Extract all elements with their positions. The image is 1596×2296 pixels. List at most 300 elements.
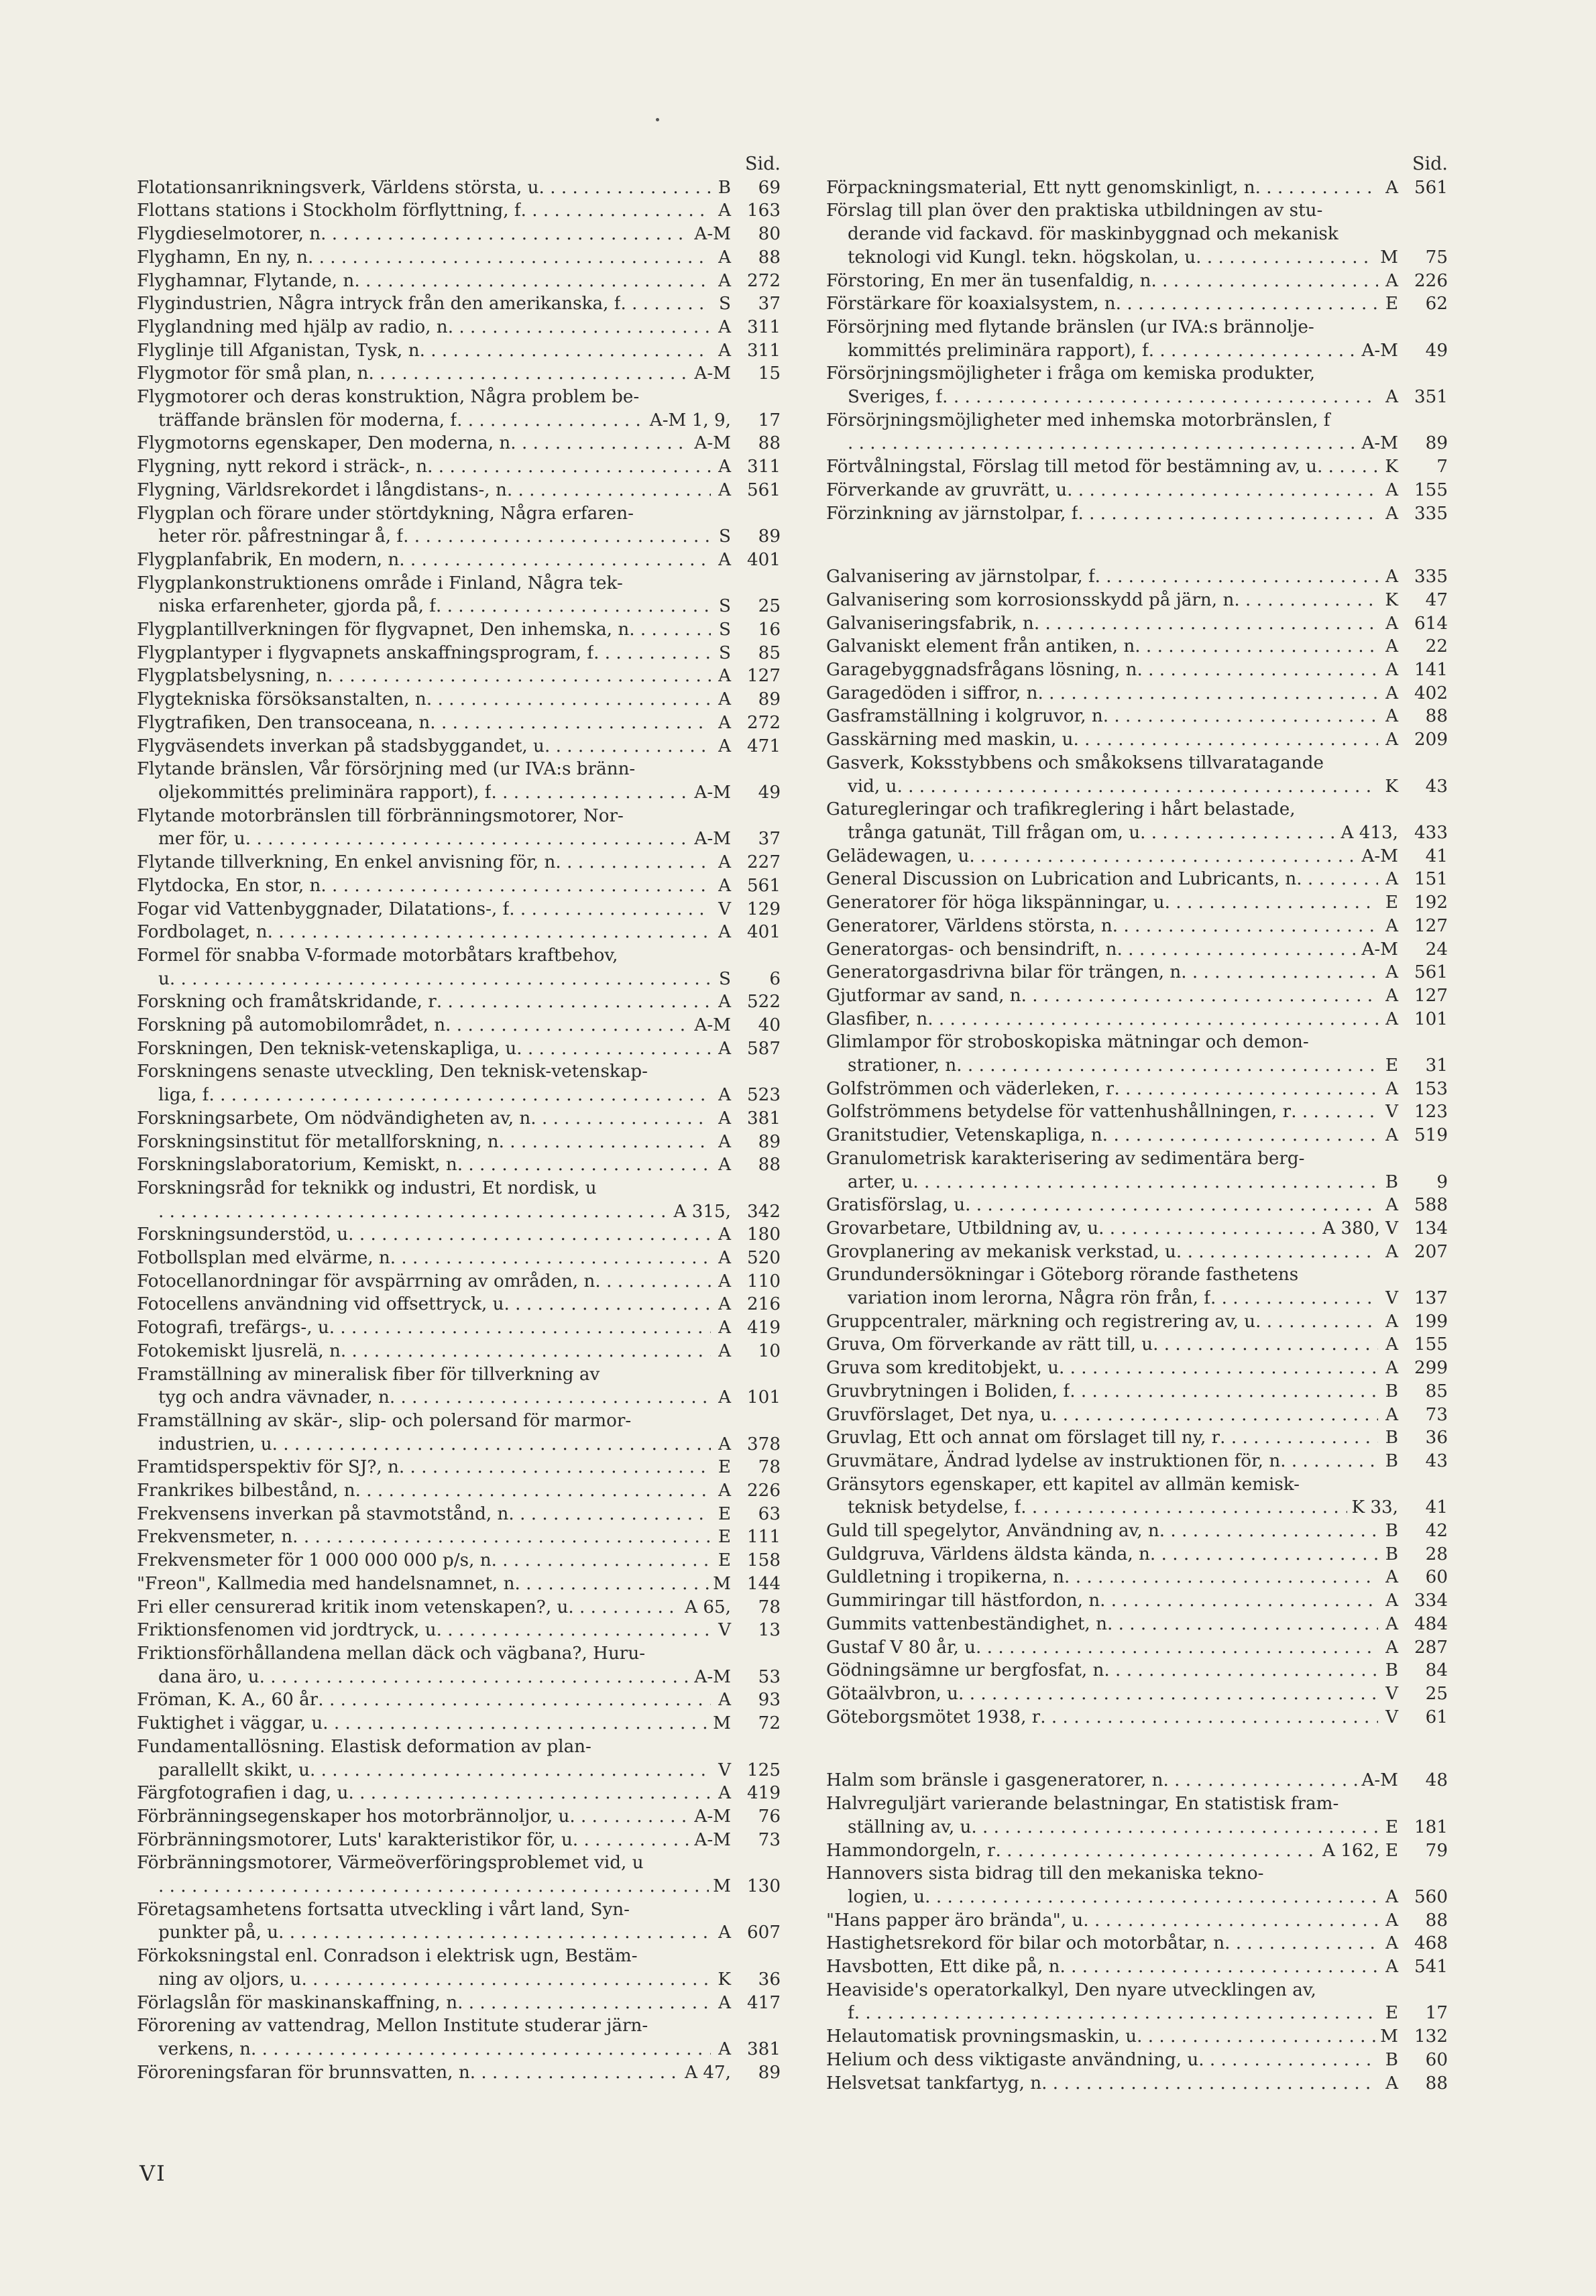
entry-line	[137, 1596, 781, 1619]
entry-title: Förbränningsegenskaper hos motorbrännoljor, u	[137, 1806, 570, 1827]
page-ref: 31	[1425, 1055, 1448, 1076]
leader-dots	[514, 1572, 709, 1596]
entry-title: industrien, u	[158, 1434, 272, 1454]
page-ref: 158	[747, 1550, 781, 1571]
index-entry	[826, 1194, 1448, 1217]
leader-dots	[1113, 915, 1378, 938]
entry-reference	[1378, 1636, 1448, 1660]
index-entry	[137, 339, 781, 363]
entry-line	[137, 1688, 781, 1712]
journal-code: B	[1385, 1450, 1398, 1471]
entry-reference	[711, 735, 781, 758]
entry-title: ställning av, u	[848, 1817, 972, 1837]
entry-line	[826, 915, 1448, 938]
entry-title-line: Företagsamhetens fortsatta utveckling i vårt land, Syn-	[137, 1899, 630, 1920]
page-ref: 88	[758, 247, 781, 268]
journal-code: V	[718, 1620, 731, 1641]
page-ref: 272	[747, 712, 781, 733]
entry-title-line: Hannovers sista bidrag till den mekaniska tekno-	[826, 1863, 1264, 1884]
entry-reference	[690, 1666, 781, 1689]
leader-dots	[1163, 1769, 1357, 1792]
journal-code: A	[1385, 1404, 1398, 1425]
journal-code: A	[718, 1131, 731, 1152]
entry-title: Flygdieselmotorer, n	[137, 224, 321, 245]
page-ref: 69	[758, 177, 781, 198]
journal-code: A	[1385, 387, 1398, 408]
entry-reference	[1378, 1380, 1448, 1403]
index-entry	[826, 1932, 1448, 1955]
leader-dots	[1220, 1426, 1378, 1450]
entry-title: Flottans stations i Stockholm förflyttning, f	[137, 200, 521, 221]
page-ref: 84	[1425, 1660, 1448, 1681]
journal-code: A 380, V	[1322, 1218, 1398, 1239]
leader-dots	[1135, 635, 1378, 658]
leader-dots	[913, 1171, 1378, 1194]
entry-line	[137, 642, 781, 665]
entry-title: Gruvbrytningen i Boliden, f	[826, 1381, 1070, 1401]
entry-title: Forskningsunderstöd, u	[137, 1224, 349, 1245]
journal-code: A	[1385, 1567, 1398, 1588]
entry-reference	[1378, 589, 1448, 612]
entry-line	[826, 1357, 1448, 1380]
journal-code: A	[1385, 613, 1398, 634]
journal-code: A	[718, 1108, 731, 1129]
journal-code: S	[719, 294, 731, 314]
entry-line	[137, 1782, 781, 1805]
leader-dots	[1060, 1955, 1378, 1979]
leader-dots	[1040, 1706, 1378, 1729]
leader-dots	[321, 874, 711, 898]
entry-title: Gruva, Om förverkande av rätt till, u	[826, 1334, 1153, 1355]
entry-reference	[1378, 1008, 1448, 1031]
entry-reference	[1318, 1839, 1448, 1863]
index-entry	[826, 1979, 1448, 2025]
index-entry	[826, 1659, 1448, 1682]
entry-reference	[711, 990, 781, 1014]
entry-title: Flygmotor för små plan, n	[137, 363, 369, 384]
page-ref: 192	[1414, 893, 1448, 913]
journal-code: B	[1385, 1428, 1398, 1448]
leader-dots	[1100, 1589, 1378, 1613]
page-ref: 88	[1425, 706, 1448, 727]
index-entry	[137, 386, 781, 432]
entry-reference	[711, 1293, 781, 1316]
journal-code: A 413,	[1341, 822, 1398, 843]
entry-reference	[1378, 292, 1448, 316]
entry-reference	[681, 1596, 781, 1619]
entry-title: Golfströmmen och väderleken, r	[826, 1078, 1115, 1099]
entry-title: tyg och andra vävnader, n	[158, 1387, 390, 1408]
leader-dots	[457, 1153, 711, 1177]
entry-line	[137, 525, 781, 549]
index-entry	[137, 1223, 781, 1247]
journal-code: E	[718, 1503, 731, 1524]
entry-title: Generatorer, Världens största, n	[826, 915, 1113, 936]
page-ref: 88	[1425, 1910, 1448, 1931]
entry-line	[826, 938, 1448, 962]
leader-dots	[318, 1688, 711, 1712]
page-ref: 88	[758, 433, 781, 454]
entry-reference	[711, 525, 781, 549]
entry-line	[826, 386, 1448, 409]
leader-dots	[272, 1433, 711, 1456]
entry-reference	[711, 316, 781, 339]
entry-line	[826, 1682, 1448, 1706]
entry-title: mer för, u	[158, 829, 245, 850]
index-entry	[137, 1014, 781, 1037]
journal-code: K 33,	[1351, 1497, 1398, 1518]
entry-reference	[1378, 705, 1448, 728]
leader-dots	[569, 1805, 690, 1829]
leader-dots	[965, 1194, 1378, 1217]
leader-dots	[492, 1549, 711, 1572]
entry-line	[137, 2061, 781, 2085]
index-entry	[137, 711, 781, 735]
leader-dots	[555, 851, 711, 874]
entry-title: Fotocellens användning vid offsettryck, u	[137, 1294, 504, 1315]
entry-line	[137, 1549, 781, 1572]
entry-reference	[711, 595, 781, 618]
entry-reference	[711, 665, 781, 688]
entry-title-line: Försörjningsmöjligheter med inhemska motorbränslen, f	[826, 410, 1330, 431]
index-entry	[137, 1293, 781, 1316]
entry-reference	[690, 1829, 781, 1852]
index-entry	[137, 758, 781, 804]
leader-dots	[508, 1503, 711, 1526]
entry-reference	[711, 2038, 781, 2061]
entry-reference	[711, 1386, 781, 1410]
index-column-left	[137, 153, 781, 2084]
leader-dots	[1078, 502, 1378, 526]
journal-code: A-M	[1361, 939, 1398, 960]
leader-dots	[278, 1921, 711, 1945]
index-entry	[826, 565, 1448, 589]
entry-line	[137, 1503, 781, 1526]
page-ref: 381	[747, 1108, 781, 1129]
journal-code: A	[718, 1271, 731, 1292]
leader-dots	[1159, 1519, 1378, 1543]
index-entry	[826, 868, 1448, 891]
entry-line	[137, 781, 781, 805]
index-entry	[826, 1543, 1448, 1566]
entry-reference	[1378, 728, 1448, 752]
index-entry	[137, 2061, 781, 2085]
page-ref: 334	[1414, 1591, 1448, 1611]
journal-code: A	[718, 479, 731, 500]
page-ref: 468	[1414, 1933, 1448, 1954]
journal-code: A	[718, 875, 731, 896]
entry-title: Gruvmätare, Ändrad lydelse av instruktionen för, n	[826, 1450, 1281, 1471]
entry-title: Guldletning i tropikerna, n	[826, 1567, 1065, 1588]
page-ref: 199	[1414, 1311, 1448, 1332]
index-entry	[137, 223, 781, 246]
page-ref: 22	[1425, 636, 1448, 657]
entry-title-line: Försörjning med flytande bränslen (ur IVA:s brännolje-	[826, 317, 1314, 337]
entry-reference	[711, 851, 781, 874]
leader-dots	[1317, 455, 1378, 479]
entry-line	[137, 1619, 781, 1642]
entry-reference	[1376, 246, 1448, 270]
index-entry	[826, 1333, 1448, 1357]
page-ref: 25	[758, 596, 781, 617]
journal-code: A	[718, 2039, 731, 2059]
journal-code: B	[1385, 1171, 1398, 1192]
entry-reference	[709, 1712, 781, 1735]
entry-reference	[1378, 270, 1448, 293]
page-ref: 41	[1425, 846, 1448, 866]
entry-title: Helium och dess viktigaste användning, u	[826, 2049, 1199, 2070]
leader-dots	[323, 1712, 709, 1735]
entry-title: Generatorgas- och bensindrift, n	[826, 939, 1117, 960]
entry-line	[826, 821, 1448, 845]
journal-code: A-M	[694, 363, 731, 384]
entry-reference	[1378, 1194, 1448, 1217]
page-ref: 471	[747, 736, 781, 756]
index-entry	[826, 1426, 1448, 1450]
entry-reference	[681, 2061, 781, 2085]
leader-dots	[897, 775, 1378, 799]
journal-code: K	[718, 1969, 731, 1990]
leader-dots	[348, 1223, 711, 1247]
entry-line	[137, 851, 781, 874]
page-ref: 17	[1425, 2003, 1448, 2024]
index-entry	[826, 2072, 1448, 2096]
leader-dots	[1165, 891, 1378, 915]
entry-line	[826, 1054, 1448, 1078]
entry-reference	[711, 921, 781, 944]
entry-line	[137, 827, 781, 851]
entry-reference	[1378, 984, 1448, 1008]
entry-line	[137, 1805, 781, 1829]
page-ref: 80	[758, 224, 781, 245]
page-ref: 89	[758, 526, 781, 547]
entry-title: u	[158, 968, 170, 989]
index-entry	[137, 688, 781, 711]
leader-dots	[399, 549, 711, 572]
journal-code: A-M	[694, 224, 731, 245]
leader-dots	[445, 1014, 690, 1037]
entry-title: Gasskärning med maskin, u	[826, 730, 1074, 750]
entry-title: Gruppcentraler, märkning och registrering av, u	[826, 1311, 1256, 1332]
entry-reference	[690, 827, 781, 851]
page-ref: 561	[1414, 962, 1448, 983]
entry-title: Gasframställning i kolgruvor, n	[826, 706, 1103, 727]
entry-reference	[711, 1503, 781, 1526]
entry-line	[137, 1340, 781, 1363]
journal-code: A	[718, 1038, 731, 1059]
page-ref: 85	[758, 642, 781, 663]
entry-title: Gelädewagen, u	[826, 846, 970, 866]
entry-title: Flygtekniska försöksanstalten, n	[137, 689, 426, 710]
leader-dots	[568, 1596, 681, 1619]
page-ref: 155	[1414, 479, 1448, 500]
entry-line	[137, 1316, 781, 1340]
entry-reference	[1378, 1241, 1448, 1264]
leader-dots	[925, 1886, 1378, 1909]
entry-line	[137, 735, 781, 758]
page-ref: 61	[1425, 1707, 1448, 1727]
page-ref: 402	[1414, 683, 1448, 703]
entry-title: Forskningslaboratorium, Kemiskt, n	[137, 1155, 457, 1175]
page-ref: 153	[1414, 1078, 1448, 1099]
page-ref: 88	[758, 1155, 781, 1175]
leader-dots	[355, 1479, 711, 1503]
entry-line	[826, 1543, 1448, 1566]
entry-line	[826, 565, 1448, 589]
leader-dots	[958, 1682, 1378, 1706]
entry-reference	[711, 1131, 781, 1154]
entry-line	[826, 1100, 1448, 1124]
entry-reference	[711, 1992, 781, 2015]
entry-line	[137, 455, 781, 479]
entry-title: Flygplatsbelysning, n	[137, 666, 328, 687]
page-ref: 36	[1425, 1428, 1448, 1448]
entry-title: Föroreningsfaran för brunnsvatten, n	[137, 2062, 470, 2083]
page-ref: 37	[758, 294, 781, 314]
entry-title: Halm som bränsle i gasgeneratorer, n	[826, 1770, 1163, 1791]
journal-code: A	[1385, 479, 1398, 500]
index-entry	[826, 635, 1448, 658]
index-entry	[137, 1456, 781, 1479]
page-ref: 132	[1414, 2026, 1448, 2047]
entry-line	[826, 845, 1448, 868]
entry-title: Flotationsanrikningsverk, Världens största, u	[137, 177, 539, 198]
leader-dots	[268, 921, 711, 944]
page-ref: 155	[1414, 1334, 1448, 1355]
entry-title-line: Flygmotorer och deras konstruktion, Några problem be-	[137, 387, 640, 408]
entry-reference	[711, 1619, 781, 1642]
index-entry	[137, 1596, 781, 1619]
entry-title-line: Forskningens senaste utveckling, Den teknisk-vetenskap-	[137, 1061, 648, 1082]
entry-line	[826, 1932, 1448, 1955]
entry-reference	[711, 1479, 781, 1503]
entry-reference	[711, 642, 781, 665]
entry-line	[137, 688, 781, 711]
journal-code: A	[1385, 915, 1398, 936]
journal-code: A	[718, 1294, 731, 1315]
entry-reference	[711, 339, 781, 363]
entry-line	[137, 1759, 781, 1782]
entry-line	[137, 618, 781, 642]
leader-dots	[426, 688, 711, 711]
index-entry	[826, 2049, 1448, 2072]
index-entry	[137, 1270, 781, 1294]
leader-dots	[942, 386, 1378, 409]
entry-title: Fogar vid Vattenbyggnader, Dilatations-, f	[137, 899, 510, 919]
index-entry	[137, 851, 781, 874]
entry-title: niska erfarenheter, gjorda på, f	[158, 596, 436, 617]
journal-code: A	[1385, 1637, 1398, 1658]
entry-reference	[1378, 1426, 1448, 1450]
entry-reference	[1378, 1613, 1448, 1636]
entry-title: Gruvförslaget, Det nya, u	[826, 1404, 1052, 1425]
index-entry	[137, 1572, 781, 1596]
entry-reference	[1357, 339, 1448, 363]
journal-code: A	[1385, 636, 1398, 657]
journal-code: A	[718, 317, 731, 337]
leader-dots	[457, 409, 646, 433]
entry-title: Flytdocka, En stor, n	[137, 875, 321, 896]
index-entry	[137, 270, 781, 293]
entry-reference	[1378, 1543, 1448, 1566]
journal-code: A	[1385, 1910, 1398, 1931]
journal-code: E	[1385, 2003, 1398, 2024]
page-ref: 484	[1414, 1613, 1448, 1634]
entry-title: punkter på, u	[158, 1922, 279, 1943]
index-entry	[137, 1805, 781, 1829]
entry-title-line: Framställning av skär-, slip- och polersand för marmor-	[137, 1410, 632, 1431]
leader-dots	[595, 1270, 711, 1294]
entry-line	[826, 455, 1448, 479]
leader-dots	[1224, 1932, 1378, 1955]
index-entry	[137, 1735, 781, 1782]
entry-title: Generatorer för höga likspänningar, u	[826, 893, 1165, 913]
index-entry	[137, 1363, 781, 1410]
entry-line	[826, 1496, 1448, 1519]
entry-line	[826, 1008, 1448, 1031]
index-entry	[137, 665, 781, 688]
page-ref: 42	[1425, 1521, 1448, 1542]
index-entry	[137, 1340, 781, 1363]
leader-dots	[341, 1340, 711, 1363]
page-ref: 311	[747, 457, 781, 477]
entry-title: oljekommittés preliminära rapport), f	[158, 782, 492, 803]
page-ref: 127	[1414, 985, 1448, 1006]
page-ref: 419	[747, 1318, 781, 1338]
journal-code: E	[1385, 294, 1398, 314]
leader-dots	[245, 827, 691, 851]
journal-code: A	[718, 1224, 731, 1245]
journal-code: A 65,	[685, 1597, 731, 1617]
entry-title: Guldgruva, Världens äldsta kända, n	[826, 1544, 1150, 1564]
entry-title-line: Halvreguljärt varierande belastningar, En statistisk fram-	[826, 1794, 1339, 1815]
entry-reference	[711, 1037, 781, 1061]
entry-title: Frekvensens inverkan på stavmotstånd, n	[137, 1503, 509, 1524]
page-ref: 127	[1414, 915, 1448, 936]
entry-reference	[1378, 1287, 1448, 1310]
leader-dots	[927, 1008, 1378, 1031]
entry-reference	[711, 549, 781, 572]
journal-code: A	[718, 457, 731, 477]
entry-line	[137, 1921, 781, 1945]
leader-dots	[1067, 479, 1378, 502]
journal-code: A	[1385, 270, 1398, 291]
index-entry	[137, 1782, 781, 1805]
column-header-sid: Sid.	[745, 154, 781, 174]
leader-dots	[1116, 292, 1378, 316]
entry-title-line: Glimlampor för stroboskopiska mätningar och demon-	[826, 1032, 1309, 1053]
leader-dots	[1083, 1909, 1378, 1933]
entry-reference	[1378, 502, 1448, 526]
entry-line	[137, 409, 781, 433]
entry-reference	[1378, 1403, 1448, 1427]
journal-code: A	[718, 1481, 731, 1501]
leader-dots	[399, 1456, 711, 1479]
index-entry	[826, 176, 1448, 200]
page-ref: 351	[1414, 387, 1448, 408]
entry-title: Forskning och framåtskridande, r	[137, 992, 437, 1013]
entry-reference	[669, 1200, 781, 1224]
page-ref: 72	[758, 1713, 781, 1734]
entry-title: Gratisförslag, u	[826, 1195, 966, 1216]
entry-line	[137, 898, 781, 921]
entry-line	[826, 2049, 1448, 2072]
index-entry	[826, 479, 1448, 502]
page-ref: 272	[747, 270, 781, 291]
leader-dots	[1074, 728, 1378, 752]
leader-dots	[1153, 1333, 1378, 1357]
index-entry	[826, 1909, 1448, 1933]
